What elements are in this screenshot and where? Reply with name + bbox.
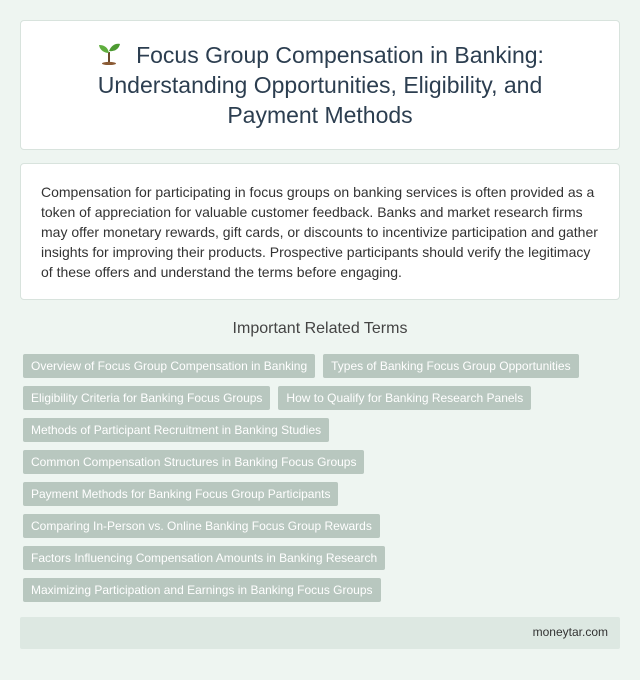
tag-row [23, 578, 620, 602]
related-term-tag[interactable]: Maximizing Participation and Earnings in Banking Focus Groups [23, 578, 381, 602]
related-term-tag[interactable]: How to Qualify for Banking Research Panels [278, 386, 531, 410]
intro-paragraph: Compensation for participating in focus groups on banking services is often provided as a token of appreciation for valuable customer feedback. Banks and market research firms may offer monetary rewards, gift cards, or discounts to incentivize participation and gather insights for improving their products. Prospective participants should verify the legitimacy of these offers and understand the terms before engaging. [41, 184, 598, 280]
related-term-tag[interactable]: Eligibility Criteria for Banking Focus Groups [23, 386, 270, 410]
footer [20, 617, 620, 649]
related-term-tag[interactable]: Comparing In-Person vs. Online Banking Focus Group Rewards [23, 514, 380, 538]
page-title-text: Focus Group Compensation in Banking: Understanding Opportunities, Eligibility, and Payment Methods [97, 42, 544, 128]
related-term-tag[interactable]: Types of Banking Focus Group Opportunities [323, 354, 578, 378]
related-term-tag[interactable]: Overview of Focus Group Compensation in Banking [23, 354, 315, 378]
tag-row [23, 386, 620, 410]
related-term-tag[interactable]: Common Compensation Structures in Banking Focus Groups [23, 450, 364, 474]
tag-row [23, 482, 620, 506]
related-term-tag[interactable]: Factors Influencing Compensation Amounts in Banking Research [23, 546, 385, 570]
footer-site-name[interactable]: moneytar.com [532, 625, 608, 639]
sprout-icon [96, 41, 122, 65]
related-terms-heading: Important Related Terms [232, 320, 408, 337]
intro-card [20, 163, 620, 300]
tag-row [23, 354, 620, 378]
page-title [51, 40, 589, 130]
tag-row [23, 418, 620, 442]
tag-row [23, 514, 620, 538]
title-card [20, 20, 620, 150]
related-term-tag[interactable]: Methods of Participant Recruitment in Banking Studies [23, 418, 329, 442]
tag-row [23, 546, 620, 570]
related-term-tag[interactable]: Payment Methods for Banking Focus Group Participants [23, 482, 338, 506]
related-terms-list [20, 354, 620, 610]
tag-row [23, 450, 620, 474]
